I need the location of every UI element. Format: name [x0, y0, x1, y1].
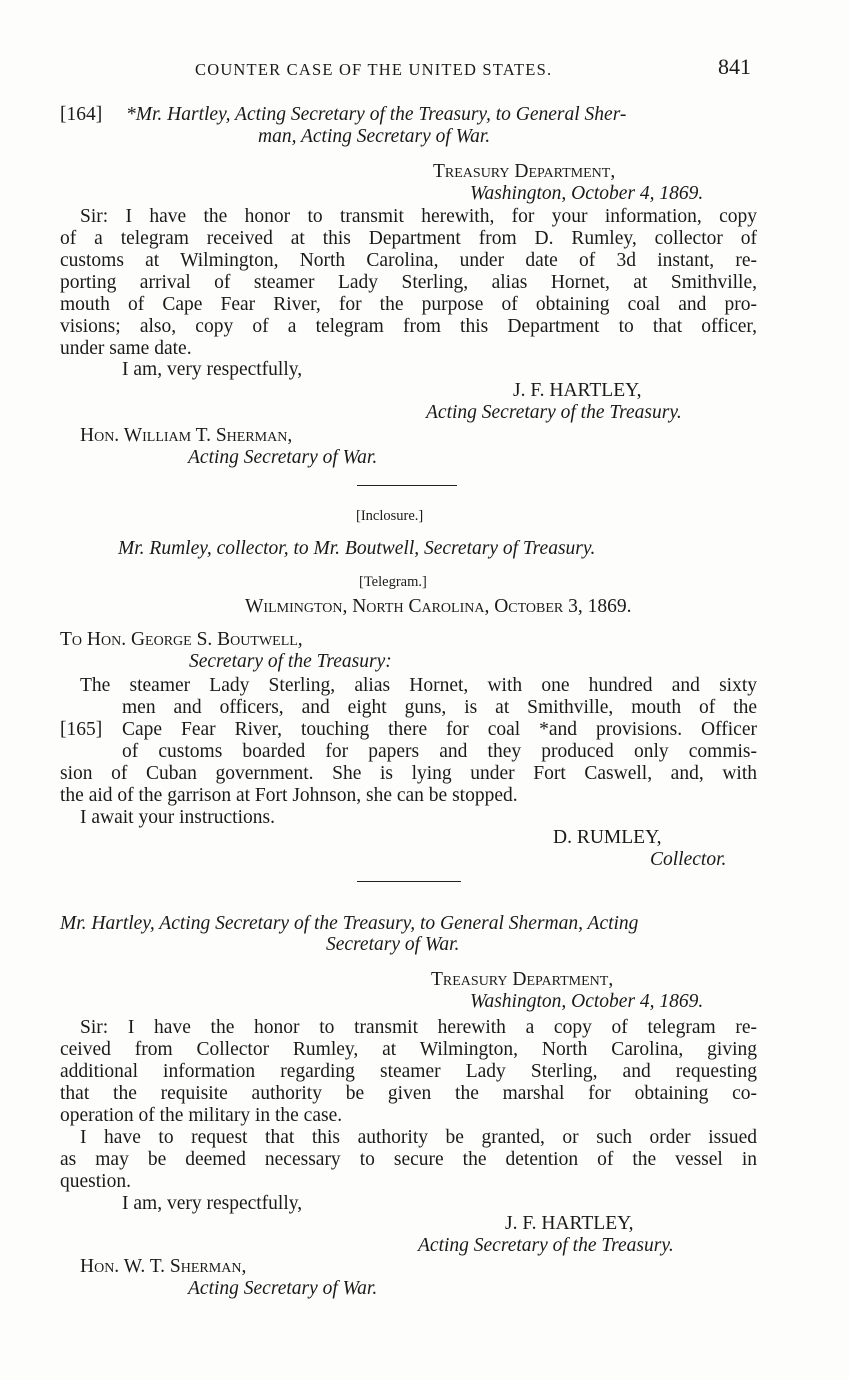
letter2-addressee-title: Acting Secretary of War.: [188, 1278, 378, 1299]
letter2-heading-line2: Secretary of War.: [326, 934, 460, 955]
letter1-body-line: customs at Wilmington, North Carolina, under date of 3d instant, re-: [60, 250, 757, 271]
letter2-signer-title: Acting Secretary of the Treasury.: [418, 1235, 674, 1256]
letter1-dept: Treasury Department,: [433, 161, 616, 182]
letter2-body-line: as may be deemed necessary to secure the detention of the vessel in: [60, 1149, 757, 1170]
page-marker-164: [164]: [60, 104, 103, 125]
inclosure-place-date: Wilmington, North Carolina, October 3, 1869.: [245, 596, 632, 617]
telegram-body-line: The steamer Lady Sterling, alias Hornet, with one hundred and sixty: [80, 675, 757, 696]
page-marker-165: [165]: [60, 719, 103, 740]
section-divider: [357, 485, 457, 486]
telegram-label: [Telegram.]: [359, 574, 427, 590]
letter2-closing: I am, very respectfully,: [122, 1193, 303, 1214]
section-divider: [357, 881, 461, 882]
letter2-dept: Treasury Department,: [431, 969, 614, 990]
letter1-signer-title: Acting Secretary of the Treasury.: [426, 402, 682, 423]
telegram-body-line: the aid of the garrison at Fort Johnson, she can be stopped.: [60, 785, 518, 806]
telegram-body-line: of customs boarded for papers and they produced only commis-: [122, 741, 757, 762]
inclosure-label: [Inclosure.]: [356, 508, 424, 524]
letter1-body-line: Sir: I have the honor to transmit herewith, for your information, copy: [80, 206, 757, 227]
letter1-place-date: Washington, October 4, 1869.: [470, 183, 704, 204]
telegram-body-line: I await your instructions.: [80, 807, 275, 828]
inclosure-addressee-title: Secretary of the Treasury:: [189, 651, 392, 672]
letter2-body-line: additional information regarding steamer Lady Sterling, and requesting: [60, 1061, 757, 1082]
telegram-body-line: sion of Cuban government. She is lying under Fort Caswell, and, with: [60, 763, 757, 784]
inclosure-addressee: To Hon. George S. Boutwell,: [60, 629, 303, 650]
inclosure-signer: D. RUMLEY,: [553, 827, 662, 848]
letter2-body-line: I have to request that this authority be granted, or such order issued: [80, 1127, 757, 1148]
letter1-addressee: Hon. William T. Sherman,: [80, 425, 293, 446]
letter2-body-line: operation of the military in the case.: [60, 1105, 343, 1126]
letter2-body-line: Sir: I have the honor to transmit herewith a copy of telegram re-: [80, 1017, 757, 1038]
telegram-body-line: Cape Fear River, touching there for coal *and provisions. Officer: [122, 719, 757, 740]
letter1-body-line: under same date.: [60, 338, 192, 359]
running-title: COUNTER CASE OF THE UNITED STATES.: [195, 60, 553, 79]
letter1-body-line: of a telegram received at this Department from D. Rumley, collector of: [60, 228, 757, 249]
letter2-body-line: question.: [60, 1171, 131, 1192]
letter1-body-line: visions; also, copy of a telegram from this Department to that officer,: [60, 316, 757, 337]
letter1-signer: J. F. HARTLEY,: [513, 380, 642, 401]
letter2-body-line: that the requisite authority be given the marshal for obtaining co-: [60, 1083, 757, 1104]
letter1-closing: I am, very respectfully,: [122, 359, 303, 380]
letter1-heading-line1: *Mr. Hartley, Acting Secretary of the Treasury, to General Sher-: [126, 104, 627, 125]
letter2-body-line: ceived from Collector Rumley, at Wilmington, North Carolina, giving: [60, 1039, 757, 1060]
letter1-heading-line2: man, Acting Secretary of War.: [258, 126, 491, 147]
letter1-body-line: mouth of Cape Fear River, for the purpose of obtaining coal and pro-: [60, 294, 757, 315]
letter2-heading-line1: Mr. Hartley, Acting Secretary of the Treasury, to General Sherman, Acting: [60, 913, 639, 934]
inclosure-signer-title: Collector.: [650, 849, 727, 870]
page-number: 841: [718, 54, 751, 79]
letter1-addressee-title: Acting Secretary of War.: [188, 447, 378, 468]
inclosure-heading: Mr. Rumley, collector, to Mr. Boutwell, Secretary of Treasury.: [118, 538, 596, 559]
letter2-addressee: Hon. W. T. Sherman,: [80, 1256, 247, 1277]
letter2-signer: J. F. HARTLEY,: [505, 1213, 634, 1234]
letter2-place-date: Washington, October 4, 1869.: [470, 991, 704, 1012]
telegram-body-line: men and officers, and eight guns, is at Smithville, mouth of the: [122, 697, 757, 718]
letter1-body-line: porting arrival of steamer Lady Sterling, alias Hornet, at Smithville,: [60, 272, 757, 293]
